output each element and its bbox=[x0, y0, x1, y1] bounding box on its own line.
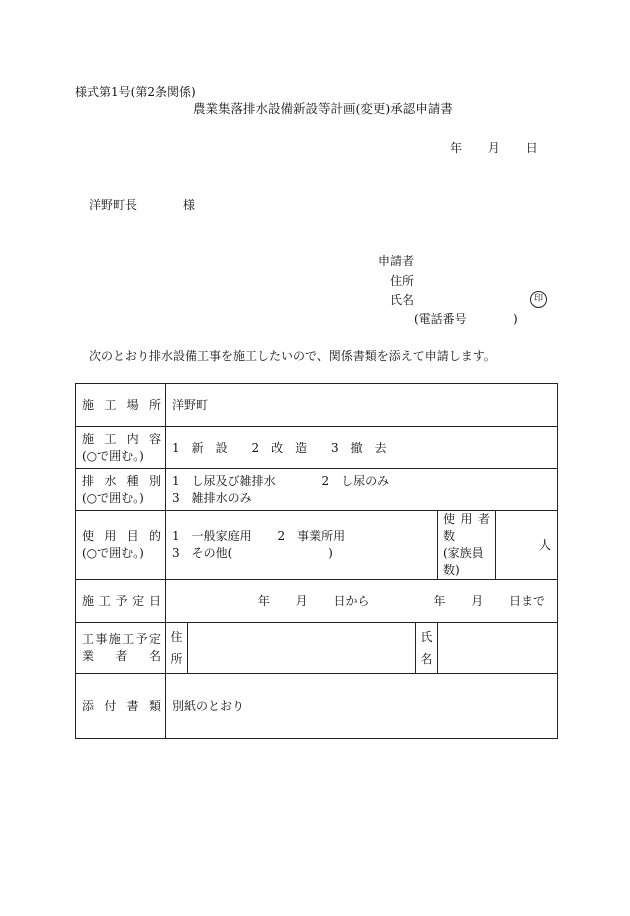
users-sub: (家族員数) bbox=[443, 546, 484, 577]
purpose-options bbox=[166, 511, 438, 580]
drain-type-options bbox=[166, 469, 558, 511]
applicant-label: 申請者 bbox=[378, 254, 415, 268]
users-value-cell bbox=[496, 511, 558, 580]
purpose-label-cell bbox=[76, 511, 166, 580]
applicant-name-label: 氏名 bbox=[390, 293, 415, 307]
row-contractor bbox=[76, 623, 558, 674]
contractor-address-label-bottom: 所 bbox=[170, 652, 183, 666]
purpose-option-home: 1 一般家庭用 bbox=[172, 529, 252, 543]
contractor-label-cell bbox=[76, 623, 166, 674]
location-label: 施工場所 bbox=[82, 398, 161, 412]
row-schedule bbox=[76, 580, 558, 623]
contractor-address-label-top: 住 bbox=[170, 630, 183, 644]
drain-option-all: 1 し尿及び雑排水 bbox=[172, 473, 276, 488]
contractor-name-label-top: 氏 bbox=[420, 630, 433, 644]
users-label-cell bbox=[438, 511, 496, 580]
row-work-type bbox=[76, 427, 558, 469]
contractor-label-line1: 工事施工予定 bbox=[82, 632, 161, 646]
work-type-option-modify: 2 改 造 bbox=[251, 440, 308, 455]
row-purpose bbox=[76, 511, 558, 580]
schedule-label-cell bbox=[76, 580, 166, 623]
schedule-end-day: 日まで bbox=[509, 594, 546, 608]
schedule-start-day: 日から bbox=[333, 594, 370, 608]
seal-mark: 印 bbox=[530, 291, 547, 308]
row-attachments bbox=[76, 674, 558, 739]
purpose-sub: (○で囲む。) bbox=[82, 546, 144, 560]
purpose-label: 使用目的 bbox=[82, 529, 161, 543]
schedule-end-year: 年 bbox=[433, 594, 446, 608]
attachments-value: 別紙のとおり bbox=[166, 674, 558, 739]
users-label: 使用者数 bbox=[443, 512, 490, 543]
application-table bbox=[75, 383, 558, 739]
work-type-sub: (○で囲む。) bbox=[82, 448, 144, 463]
attachments-label: 添付書類 bbox=[82, 699, 161, 713]
work-type-option-new: 1 新 設 bbox=[172, 440, 228, 455]
row-drain-type bbox=[76, 469, 558, 511]
work-type-option-remove: 3 撤 去 bbox=[330, 440, 387, 455]
phone-close: ) bbox=[513, 312, 518, 326]
schedule-start-month: 月 bbox=[295, 594, 308, 608]
addressee-name: 洋野町長 bbox=[89, 198, 138, 212]
purpose-option-other-close: ) bbox=[328, 546, 333, 560]
drain-type-label-cell bbox=[76, 469, 166, 511]
drain-type-sub: (○で囲む。) bbox=[82, 490, 144, 505]
drain-type-label: 排水種別 bbox=[82, 473, 161, 488]
contractor-name-label bbox=[416, 623, 438, 674]
work-type-label-cell bbox=[76, 427, 166, 469]
phone-label: (電話番号 bbox=[414, 312, 467, 326]
attachments-label-cell bbox=[76, 674, 166, 739]
work-type-label: 施工内容 bbox=[82, 431, 161, 446]
work-type-options bbox=[166, 427, 558, 469]
location-label-cell bbox=[76, 384, 166, 427]
schedule-start-year: 年 bbox=[257, 594, 270, 608]
users-unit: 人 bbox=[539, 538, 552, 552]
intro-text: 次のとおり排水設備工事を施工したいので、関係書類を添えて申請します。 bbox=[89, 349, 496, 363]
purpose-option-other: 3 その他( bbox=[172, 546, 233, 560]
applicant-address-label: 住所 bbox=[390, 274, 415, 288]
row-location bbox=[76, 384, 558, 427]
contractor-name-label-bottom: 名 bbox=[420, 652, 433, 666]
drain-option-nightsoil: 2 し尿のみ bbox=[321, 473, 390, 488]
contractor-label-line2: 業者名 bbox=[82, 649, 161, 663]
location-value: 洋野町 bbox=[166, 384, 558, 427]
purpose-option-business: 2 事業所用 bbox=[277, 529, 346, 543]
form-code: 様式第1号(第2条関係) bbox=[75, 85, 196, 99]
schedule-label: 施工予定日 bbox=[82, 594, 161, 608]
application-date bbox=[450, 141, 538, 155]
schedule-value bbox=[166, 580, 558, 623]
schedule-end-month: 月 bbox=[471, 594, 484, 608]
drain-option-gray: 3 雑排水のみ bbox=[172, 490, 252, 505]
date-day: 日 bbox=[525, 141, 538, 155]
contractor-address-label bbox=[166, 623, 188, 674]
contractor-address-field[interactable] bbox=[188, 623, 416, 674]
date-year: 年 bbox=[450, 141, 463, 155]
addressee-honorific: 様 bbox=[183, 198, 196, 212]
contractor-name-field[interactable] bbox=[438, 623, 558, 674]
document-title: 農業集落排水設備新設等計画(変更)承認申請書 bbox=[193, 101, 453, 116]
date-month: 月 bbox=[487, 141, 500, 155]
